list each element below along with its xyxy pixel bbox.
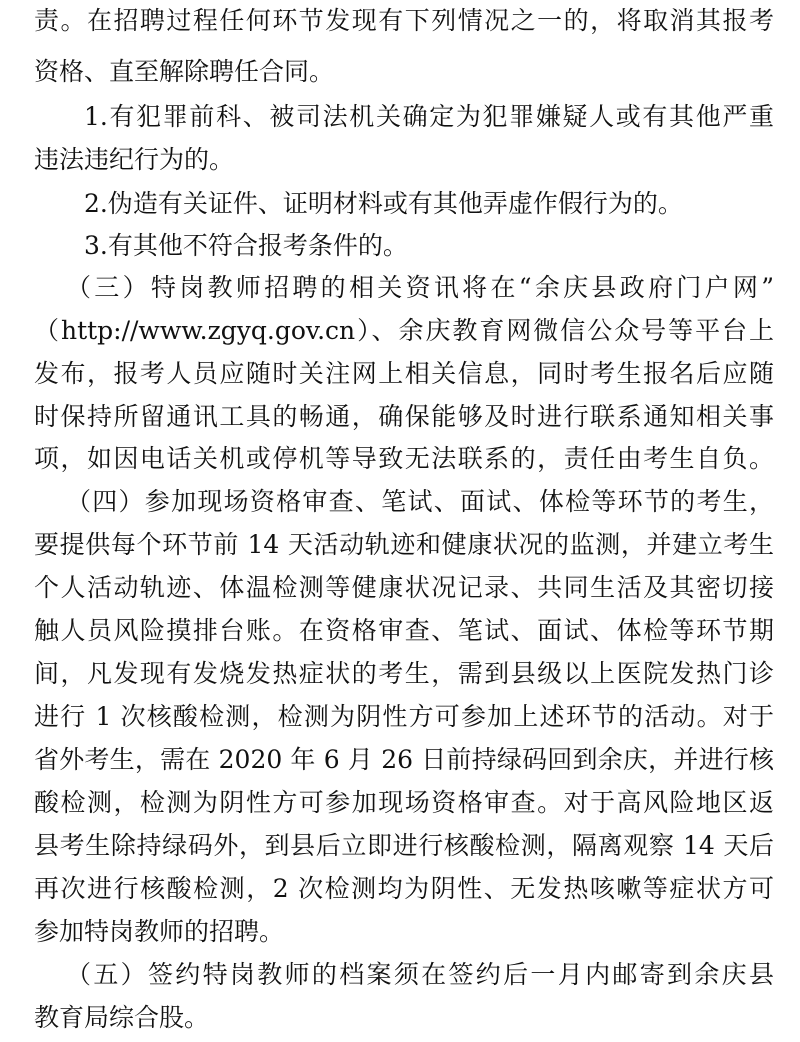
text-line: 县考生除持绿码外，到县后立即进行核酸检测，隔离观察 14 天后 xyxy=(34,831,774,860)
text-line: 教育局综合股。 xyxy=(34,1003,210,1032)
text-line: 酸检测，检测为阴性方可参加现场资格审查。对于高风险地区返 xyxy=(34,788,774,817)
section-five-heading: （五）签约特岗教师的档案须在签约后一月内邮寄到余庆县 xyxy=(66,960,774,989)
text-line: 省外考生，需在 2020 年 6 月 26 日前持绿码回到余庆，并进行核 xyxy=(34,745,774,774)
list-item-1: 1.有犯罪前科、被司法机关确定为犯罪嫌疑人或有其他严重 xyxy=(84,102,774,131)
text-line: 参加特岗教师的招聘。 xyxy=(34,917,285,946)
text-line: 触人员风险摸排台账。在资格审查、笔试、面试、体检等环节期 xyxy=(34,616,774,645)
text-line: 责。在招聘过程任何环节发现有下列情况之一的，将取消其报考 xyxy=(34,6,774,35)
text-line: 要提供每个环节前 14 天活动轨迹和健康状况的监测，并建立考生 xyxy=(34,530,774,559)
text-line: 项，如因电话关机或停机等导致无法联系的，责任由考生自负。 xyxy=(34,444,774,473)
text-line: 发布，报考人员应随时关注网上相关信息，同时考生报名后应随 xyxy=(34,359,774,388)
section-three-heading: （三）特岗教师招聘的相关资讯将在“余庆县政府门户网” xyxy=(66,273,774,302)
text-line: 时保持所留通讯工具的畅通，确保能够及时进行联系通知相关事 xyxy=(34,402,774,431)
text-line: 违法违纪行为的。 xyxy=(34,145,235,174)
section-four-heading: （四）参加现场资格审查、笔试、面试、体检等环节的考生， xyxy=(66,487,774,516)
text-line: 间，凡发现有发烧发热症状的考生，需到县级以上医院发热门诊 xyxy=(34,659,774,688)
list-item-3: 3.有其他不符合报考条件的。 xyxy=(84,231,408,260)
text-line: 个人活动轨迹、体温检测等健康状况记录、共同生活及其密切接 xyxy=(34,573,774,602)
text-line: 进行 1 次核酸检测，检测为阴性方可参加上述环节的活动。对于 xyxy=(34,702,774,731)
text-line: （http://www.zgyq.gov.cn）、余庆教育网微信公众号等平台上 xyxy=(34,316,774,345)
list-item-2: 2.伪造有关证件、证明材料或有其他弄虚作假行为的。 xyxy=(84,189,683,218)
text-line: 资格、直至解除聘任合同。 xyxy=(34,57,335,86)
text-line: 再次进行核酸检测，2 次检测均为阴性、无发热咳嗽等症状方可 xyxy=(34,874,774,903)
